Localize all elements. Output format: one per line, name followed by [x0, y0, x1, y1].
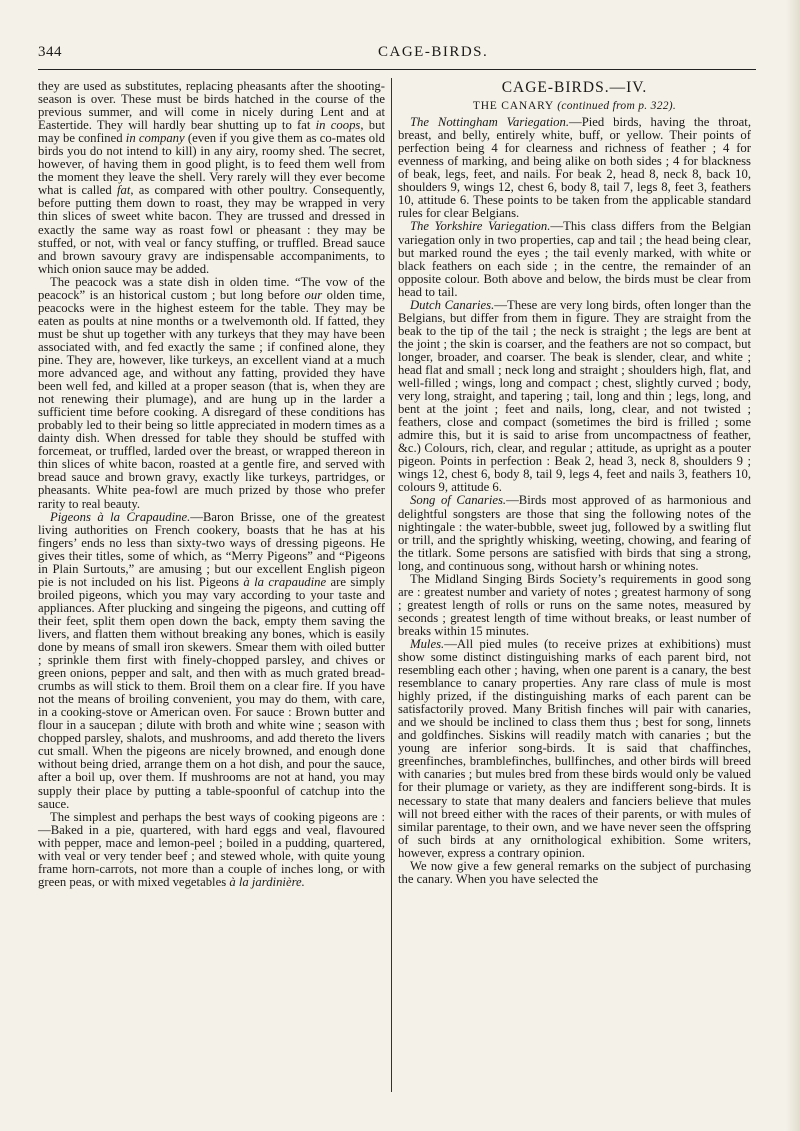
- subheading-dutch: Dutch Canaries.: [410, 297, 495, 312]
- running-head: CAGE-BIRDS.: [378, 44, 489, 60]
- left-column: [38, 80, 385, 889]
- page-number: 344: [38, 44, 62, 60]
- paragraph-midland: The Midland Singing Birds Society’s requirements in good song are : greatest number and variety of notes ; greatest harmony of song ; greatest length of rolls or runs on the same notes, measured by seconds ; greatest length of time without breaks, or least number of breaks within 15 minutes.: [398, 571, 751, 638]
- paragraph-peacock: The peacock was a state dish in olden time. “The vow of the peacock” is an historical custom ; but long before our olden time, peacocks were in the highest esteem for the table. They may be eaten as poults at nine months or a twelvemonth old. If fatted, they must be shut up together with any turkeys that they may have been associated with, and fed exactly the same ; if confined alone, they pine. They are, however, like turkeys, an excellent viand at a much more advanced age, and without any fatting, provided they have been well fed, and killed at a proper season (that is, when they are not renewing their plumage), and are hung up in the larder a sufficient time before cooking. A disregard of these conditions has probably led to their being so little appreciated in modern times as a dainty dish. When dressed for table they should be stuffed with forcemeat, or truffled, larded over the breast, or wrapped thereon in thin slices of white bacon, roasted at a gentle fire, and served with bread sauce and brown gravy, exactly like turkeys, partridges, or pheasants. White pea-fowl are much prized by those who prefer rarity to real beauty.: [38, 274, 385, 511]
- subheading-nottingham: The Nottingham Variegation.: [410, 115, 570, 130]
- paragraph-purchasing: We now give a few general remarks on the subject of purchasing the canary. When you have selected the: [398, 858, 751, 886]
- column-divider: [391, 78, 392, 1092]
- paragraph-birds-fattening: they are used as substitutes, replacing pheasants after the shooting-season is over. These must be birds hatched in the course of the previous summer, and will come in nicely during Lent and at Eastertide. They will hardly bear shutting up to fat in coops, but may be confined in company (even if you give them as co-mates old birds you do not intend to kill) in any airy, roomy shed. The secret, however, of having them in good plight, is to feed them well from the moment they leave the shell. Very rarely will they ever become what is called fat, as compared with other poultry. Consequently, before putting them down to roast, they may be wrapped in very thin slices of sweet white bacon. They are trussed and dressed in exactly the same way as roast fowl or pheasant : they may be stuffed, or not, with veal or fancy stuffing, or truffled. Bread sauce and brown savoury gravy are indispensable accompaniments, to which onion sauce may be added.: [38, 79, 385, 276]
- subheading-yorkshire: The Yorkshire Variegation.: [410, 219, 551, 234]
- right-column: [398, 80, 751, 886]
- paragraph-mules: Mules.—All pied mules (to receive prizes at exhibitions) must show some distinct distinguishing marks of each parent bird, not resembling each other ; having, when one parent is a canary, the best resemblance to canary properties. Any rare class of mule is most highly prized, if the distinguishing marks of each parent can be satisfactorily proved. Many British finches will pair with canaries, and we should be inclined to class them thus ; best for song, linnets and goldfinches. Siskins will readily match with canaries ; but the young are inferior song-birds. It is said that chaffinches, greenfinches, bramblefinches, bullfinches, and other birds will breed with canaries ; but mules bred from these birds would only be valued for their plumage or variety, as they are indifferent song-birds. It is necessary to state that many dealers and fanciers believe that mules will not breed either with the races of their parents, or with mules of similar parentage, to their own, and we have never seen the offspring of such birds at any ornithological exhibition. Some writers, however, express a contrary opinion.: [398, 636, 751, 860]
- subheading-song: Song of Canaries.: [410, 493, 507, 508]
- page-edge-shadow: [786, 0, 800, 1131]
- section-title: CAGE-BIRDS.—IV.: [501, 79, 648, 96]
- paragraph-song: Song of Canaries.—Birds most approved of as harmonious and delightful songsters are those that sing the following notes of the nightingale : the water-bubble, sweet jug, followed by a switling flut or trill, and the sprightly whisking, weeting, chowing, and fearing of the titlark. Some persons are satisfied with birds that sing a strong, long, and continuous song, without harsh or whining notes.: [398, 493, 751, 573]
- subheading-pigeons: Pigeons à la Crapaudine.: [50, 509, 191, 524]
- section-subtitle: THE CANARY (continued from p. 322).: [472, 100, 677, 113]
- paragraph-yorkshire: The Yorkshire Variegation.—This class differs from the Belgian variegation only in two properties, cap and tail ; the head being clear, but marked round the eyes ; the tail evenly marked, with white or black feathers on each side ; in the centre, the remainder of an opposite colour. Both above and below, the birds must be clear from head to tail.: [398, 219, 751, 299]
- page-header: [38, 44, 756, 70]
- subheading-mules: Mules.: [410, 636, 445, 651]
- paragraph-cooking-pigeons: The simplest and perhaps the best ways of cooking pigeons are :—Baked in a pie, quartered, with hard eggs and veal, flavoured with pepper, mace and lemon-peel ; boiled in a pudding, quartered, with veal or very tender beef ; and stewed whole, with quite young frame horn-carrots, not more than a couple of inches long, or with green peas, or with mixed vegetables à la jardinière.: [38, 809, 385, 889]
- header-rule: [38, 69, 756, 70]
- paragraph-dutch: Dutch Canaries.—These are very long birds, often longer than the Belgians, but differ from them in figure. They are straight from the beak to the tip of the tail ; the neck is straight ; the legs are bent at the joint ; the skin is coarser, and the feathers are not so compact, but longer, broader, and coarser. The beak is slender, clear, and white ; head flat and small ; neck long and straight ; shoulders high, flat, and well-filled ; wings, long and compact ; chest, slightly curved ; body, very long, straight, and tapering ; tail, long and thin ; legs, long, and bent at the joint ; feet and nails, long, clear, and not twisted ; feathers, close and compact (sometimes the bird is frilled ; some admire this, but it is said to arise from uncompactness of feather, &c.) Colours, rich, clear, and regular ; attitude, as upright as a pouter pigeon. Points in perfection : Beak 2, head 3, neck 8, shoulders 9 ; wings 12, chest 6, body 8, tail 9, legs 4, feet and nails 3, feathers 10, colours 9, attitude 6.: [398, 297, 751, 495]
- paragraph-nottingham: The Nottingham Variegation.—Pied birds, having the throat, breast, and belly, entirely white, buff, or yellow. Their points of perfection being 4 for clearness and richness of feather ; 4 for evenness of marking, and being alike on both sides ; 4 for blackness of beak, legs, feet, and nails. For beak 2, head 8, neck 8, back 10, shoulders 9, wings 12, chest 6, body 8, tail 7, legs 8, feet 3, feathers 10, attitude 6. These points to be taken from the applicable standard rules for clear Belgians.: [398, 115, 752, 221]
- paragraph-pigeons-crapaudine: Pigeons à la Crapaudine.—Baron Brisse, one of the greatest living authorities on French cookery, boasts that he has at his fingers’ ends no less than sixty-two ways of dressing pigeons. He gives their titles, some of which, as “Merry Pigeons” and “Pigeons in Plain Surtouts,” are amusing ; but our excellent English pigeon pie is not included on his list. Pigeons à la crapaudine are simply broiled pigeons, which you may vary according to your taste and appliances. After plucking and singeing the pigeons, and cutting off their feet, split them open down the back, empty them saving the livers, and flatten them without breaking any bones, which is easily done by means of small iron skewers. Smear them with oiled butter ; sprinkle them first with finely-chopped parsley, and chives or green onions, pepper and salt, and then with as much grated bread-crumbs as will stick to them. Broil them on a clear fire. If you have not the means of broiling convenient, you may do them, with care, in a cooking-stove or American oven. For sauce : Brown butter and flour in a saucepan ; dilute with broth and white wine ; season with chopped parsley, shalots, and mushrooms, and add thereto the livers cut small. When the pigeons are nicely browned, and enough done without being dried, arrange them on a hot dish, and pour the sauce, after a boil up, over them. If mushrooms are not at hand, you may supply their place by putting a table-spoonful of catchup into the sauce.: [38, 509, 385, 811]
